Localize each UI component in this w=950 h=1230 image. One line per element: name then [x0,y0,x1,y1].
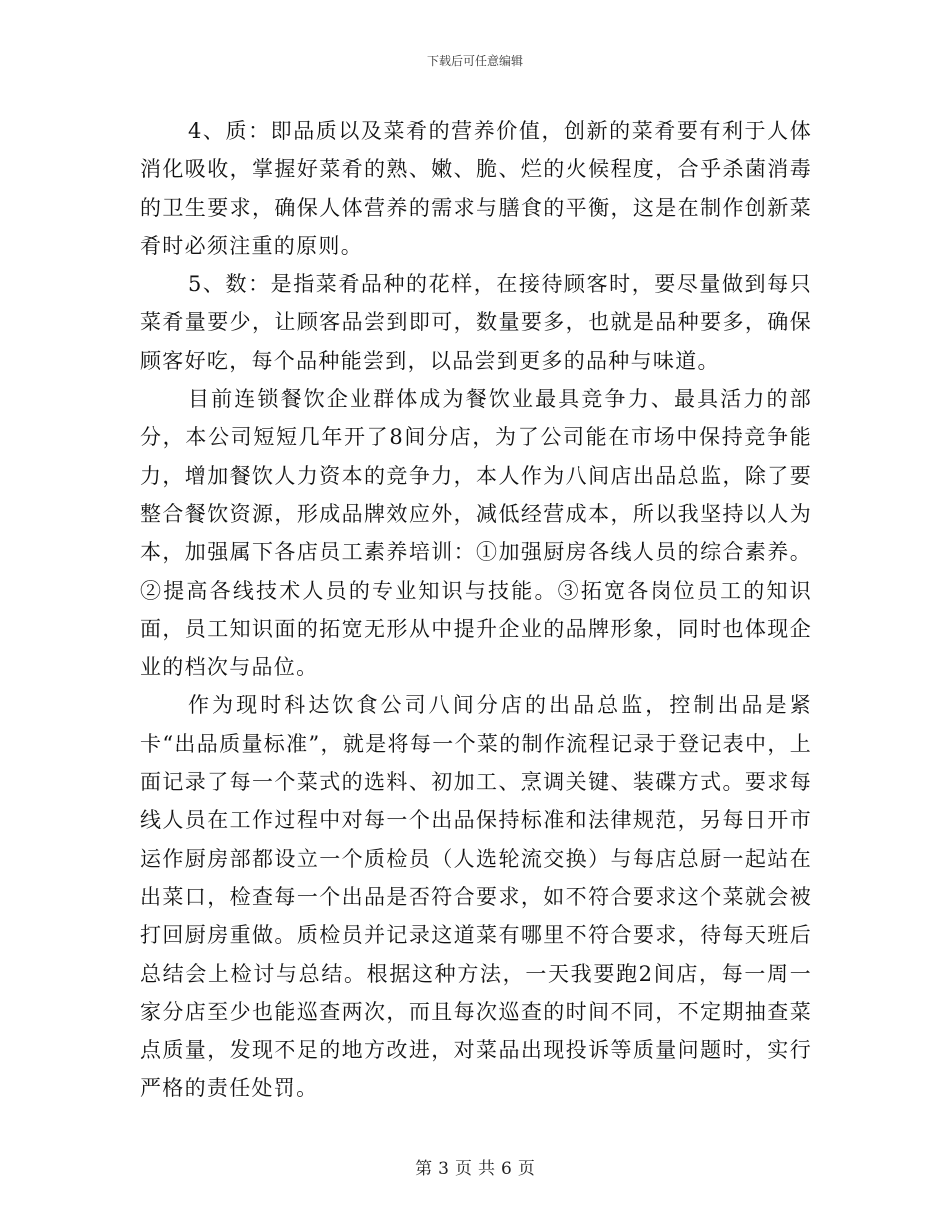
footer-suffix: 页 [517,1159,535,1179]
paragraph-quantity: 5、数：是指菜肴品种的花样，在接待顾客时，要尽量做到每只菜肴量要少，让顾客品尝到即可，数量要多，也就是品种要多，确保顾客好吃，每个品种能尝到，以品尝到更多的品种与味道。 [140,272,812,373]
footer-prefix: 第 [415,1159,433,1179]
header-note: 下载后可任意编辑 [426,54,523,68]
footer-total-word: 共 [478,1159,495,1179]
footer-current-page: 3 [438,1159,449,1179]
document-body [140,112,812,1108]
footer-total-pages: 6 [501,1159,512,1179]
footer-page-word: 页 [455,1159,472,1179]
paragraph-chain-catering: 目前连锁餐饮企业群体成为餐饮业最具竞争力、最具活力的部分，本公司短短几年开了8间分店，为了公司能在市场中保持竞争能力，增加餐饮人力资本的竞争力，本人作为八间店出品总监，除了要整合餐饮资源，形成品牌效应外，减低经营成本，所以我坚持以人为本，加强属下各店员工素养培训：①加强厨房各线人员的综合素养。②提高各线技术人员的专业知识与技能。③拓宽各岗位员工的知识面，员工知识面的拓宽无形从中提升企业的品牌形象，同时也体现企业的档次与品位。 [140,387,812,680]
paragraph-quality-control: 作为现时科达饮食公司八间分店的出品总监，控制出品是紧卡“出品质量标准”，就是将每一个菜的制作流程记录于登记表中，上面记录了每一个菜式的选料、初加工、烹调关键、装碟方式。要求每线人员在工作过程中对每一个出品保持标准和法律规范，另每日开市运作厨房部都设立一个质检员（人选轮流交换）与每店总厨一起站在出菜口，检查每一个出品是否符合要求，如不符合要求这个菜就会被打回厨房重做。质检员并记录这道菜有哪里不符合要求，待每天班后总结会上检讨与总结。根据这种方法，一天我要跑2间店，每一周一家分店至少也能巡查两次，而且每次巡查的时间不同，不定期抽查菜点质量，发现不足的地方改进，对菜品出现投诉等质量问题时，实行严格的责任处罚。 [140,693,812,1101]
paragraph-quality: 4、质：即品质以及菜肴的营养价值，创新的菜肴要有利于人体消化吸收，掌握好菜肴的熟、嫩、脆、烂的火候程度，合乎杀菌消毒的卫生要求，确保人体营养的需求与膳食的平衡，这是在制作创新菜肴时必须注重的原则。 [140,119,812,258]
page-footer [0,1154,950,1179]
